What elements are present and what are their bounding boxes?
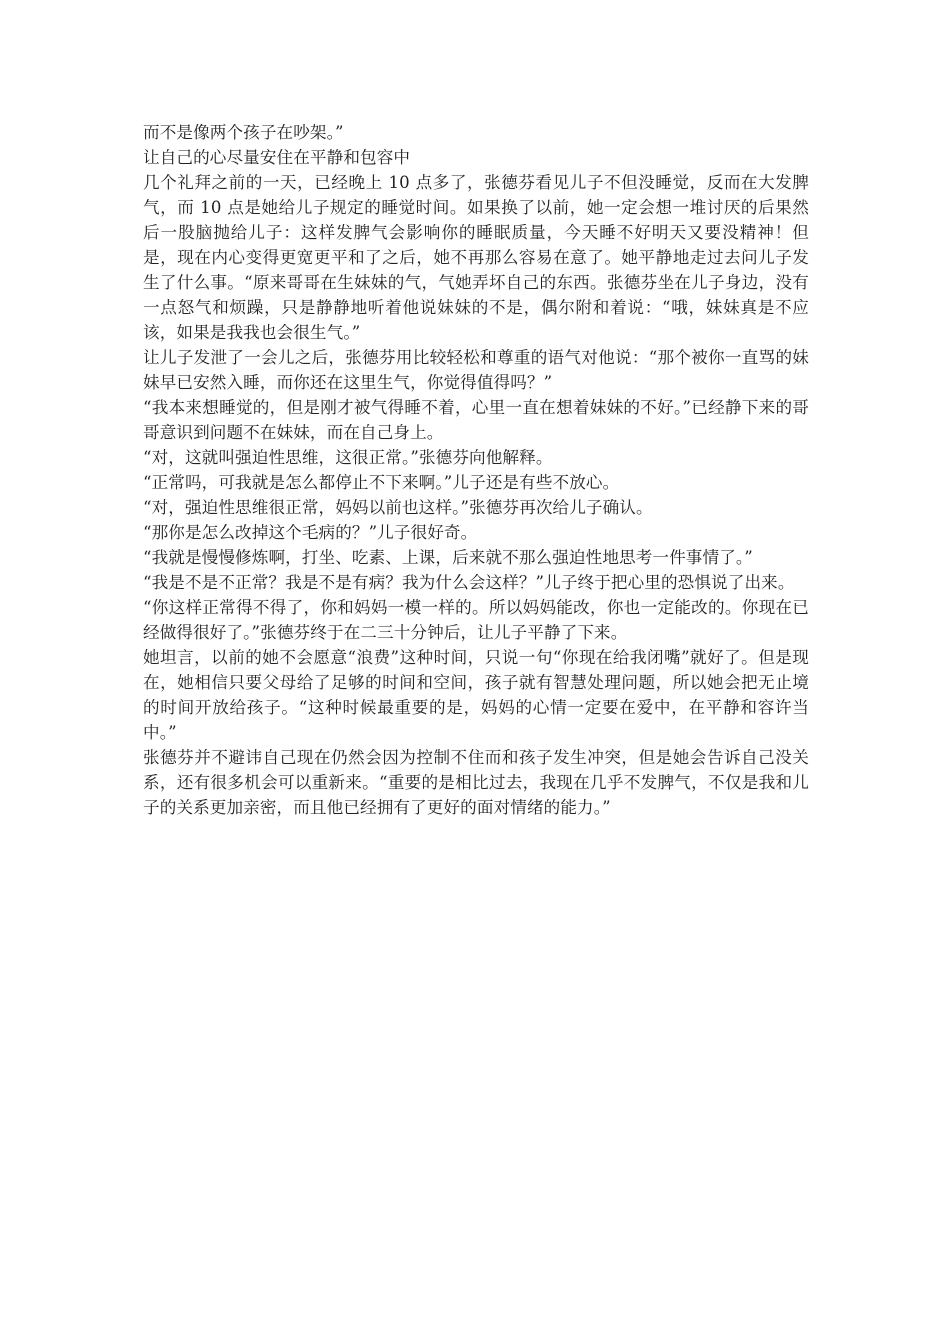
paragraph-quote-end: 而不是像两个孩子在吵架。” [143, 123, 344, 142]
document-body [143, 120, 809, 820]
paragraph: “对，强迫性思维很正常，妈妈以前也这样。”张德芬再次给儿子确认。 [143, 498, 653, 517]
paragraph: “我是不是不正常？我是不是有病？我为什么会这样？”儿子终于把心里的恐惧说了出来。 [143, 573, 795, 592]
paragraph: “对，这就叫强迫性思维，这很正常。”张德芬向他解释。 [143, 448, 553, 467]
paragraph: 张德芬并不避讳自己现在仍然会因为控制不住而和孩子发生冲突，但是她会告诉自己没关系，还有很多机会可以重新来。“重要的是相比过去，我现在几乎不发脾气，不仅是我和儿子的关系更加亲密，而且他已经拥有了更好的面对情绪的能力。” [143, 748, 809, 817]
paragraph: 让儿子发泄了一会儿之后，张德芬用比较轻松和尊重的语气对他说：“那个被你一直骂的妹妹早已安然入睡，而你还在这里生气，你觉得值得吗？” [143, 348, 809, 392]
paragraph: 几个礼拜之前的一天，已经晚上 10 点多了，张德芬看见儿子不但没睡觉，反而在大发脾气，而 10 点是她给儿子规定的睡觉时间。如果换了以前，她一定会想一堆讨厌的后果然后一股脑抛给儿子：这样发脾气会影响你的睡眠质量，今天睡不好明天又要没精神！但是，现在内心变得更宽更平和了之后，她不再那么容易在意了。她平静地走过去问儿子发生了什么事。“原来哥哥在生妹妹的气，气她弄坏自己的东西。张德芬坐在儿子身边，没有一点怒气和烦躁，只是静静地听着他说妹妹的不是，偶尔附和着说：“哦，妹妹真是不应该，如果是我我也会很生气。” [143, 173, 809, 342]
paragraph: “我本来想睡觉的，但是刚才被气得睡不着，心里一直在想着妹妹的不好。”已经静下来的哥哥意识到问题不在妹妹，而在自己身上。 [143, 398, 809, 442]
paragraph: “我就是慢慢修炼啊，打坐、吃素、上课，后来就不那么强迫性地思考一件事情了。” [143, 548, 753, 567]
paragraph: “那你是怎么改掉这个毛病的？”儿子很好奇。 [143, 523, 478, 542]
section-heading: 让自己的心尽量安住在平静和包容中 [143, 148, 411, 167]
paragraph: 她坦言，以前的她不会愿意“浪费”这种时间，只说一句“你现在给我闭嘴”就好了。但是现在，她相信只要父母给了足够的时间和空间，孩子就有智慧处理问题，所以她会把无止境的时间开放给孩子。“这种时候最重要的是，妈妈的心情一定要在爱中，在平静和容许当中。” [143, 648, 809, 742]
paragraph: “正常吗，可我就是怎么都停止不下来啊。”儿子还是有些不放心。 [143, 473, 620, 492]
paragraph: “你这样正常得不得了，你和妈妈一模一样的。所以妈妈能改，你也一定能改的。你现在已经做得很好了。”张德芬终于在二三十分钟后，让儿子平静了下来。 [143, 598, 809, 642]
